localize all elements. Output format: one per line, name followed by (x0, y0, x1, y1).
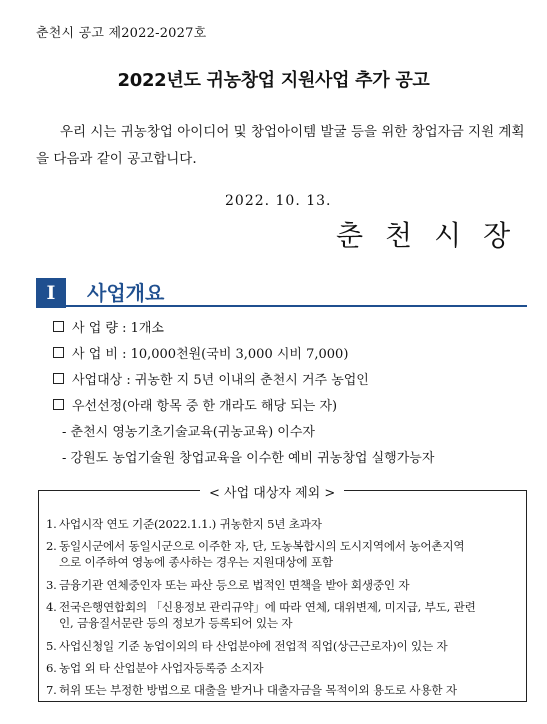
exclusion-item-number: 2. (46, 539, 57, 553)
section-number-badge: I (36, 278, 66, 308)
overview-item (53, 343, 348, 362)
priority-sub-item: - 강원도 농업기술원 창업교육을 이수한 예비 귀농창업 실행가능자 (62, 451, 435, 466)
exclusion-item-number: 6. (46, 661, 57, 675)
checkbox-square-icon (53, 321, 64, 332)
exclusion-item-continuation: 인, 금융질서문란 등의 정보가 등록되어 있는 자 (59, 616, 293, 630)
issuer-name: 춘천시장 (336, 219, 533, 252)
overview-item (53, 369, 369, 388)
exclusion-item-number: 3. (46, 578, 57, 592)
exclusion-item-text: 동일시군에서 동일시군으로 이주한 자, 단, 도농복합시의 도시지역에서 농어촌지역 (59, 539, 465, 553)
exclusion-item-text: 허위 또는 부정한 방법으로 대출을 받거나 대출자금을 목적이외 용도로 사용한 자 (59, 683, 457, 697)
overview-item-text: 사 업 비 : 10,000천원(국비 3,000 시비 7,000) (72, 347, 349, 362)
exclusion-item (46, 660, 522, 676)
overview-item-text: 사업대상 : 귀농한 지 5년 이내의 춘천시 거주 농업인 (72, 373, 369, 388)
exclusion-item (46, 599, 522, 631)
exclusion-item-text: 사업신청일 기준 농업이외의 타 산업분야에 전업적 직업(상근근로자)이 있는 자 (59, 639, 448, 653)
priority-sub-item: - 춘천시 영농기초기술교육(귀농교육) 이수자 (62, 425, 315, 440)
exclusion-item (46, 516, 522, 532)
section-title: 사업개요 (87, 281, 165, 305)
exclusion-item-text: 사업시작 연도 기준(2022.1.1.) 귀농한지 5년 초과자 (59, 517, 322, 531)
intro-paragraph: 우리 시는 귀농창업 아이디어 및 창업아이템 발굴 등을 위한 창업자금 지원 계획을 다음과 같이 공고합니다. (36, 124, 525, 167)
checkbox-square-icon (53, 373, 64, 384)
exclusion-item-text: 전국은행연합회의 「신용정보 관리규약」에 따라 연체, 대위변제, 미지급, 부도, 관련 (59, 600, 476, 614)
exclusion-item-number: 4. (46, 600, 57, 614)
notice-date: 2022. 10. 13. (225, 193, 332, 209)
checkbox-square-icon (53, 399, 64, 410)
checkbox-square-icon (53, 347, 64, 358)
exclusion-item-number: 5. (46, 639, 57, 653)
overview-item-text: 우선선정(아래 항목 중 한 개라도 해당 되는 자) (72, 399, 338, 414)
exclusion-item-number: 1. (46, 517, 57, 531)
exclusion-item (46, 538, 522, 570)
overview-item (53, 395, 337, 414)
exclusion-item (46, 638, 522, 654)
exclusion-item (46, 682, 522, 698)
exclusion-item (46, 577, 522, 593)
exclusion-item-number: 7. (46, 683, 57, 697)
overview-item-text: 사 업 량 : 1개소 (72, 321, 164, 336)
page-title: 2022년도 귀농창업 지원사업 추가 공고 (117, 70, 430, 91)
overview-item (53, 317, 164, 336)
section-divider (36, 305, 527, 307)
exclusion-item-text: 농업 외 타 산업분야 사업자등록증 소지자 (59, 661, 264, 675)
exclusion-item-text: 금융기관 연체중인자 또는 파산 등으로 법적인 면책을 받아 회생중인 자 (59, 578, 410, 592)
exclusion-box-title: < 사업 대상자 제외 > (200, 482, 344, 501)
notice-number: 춘천시 공고 제2022-2027호 (36, 26, 207, 41)
exclusion-item-continuation: 으로 이주하여 영농에 종사하는 경우는 지원대상에 포함 (59, 555, 333, 569)
